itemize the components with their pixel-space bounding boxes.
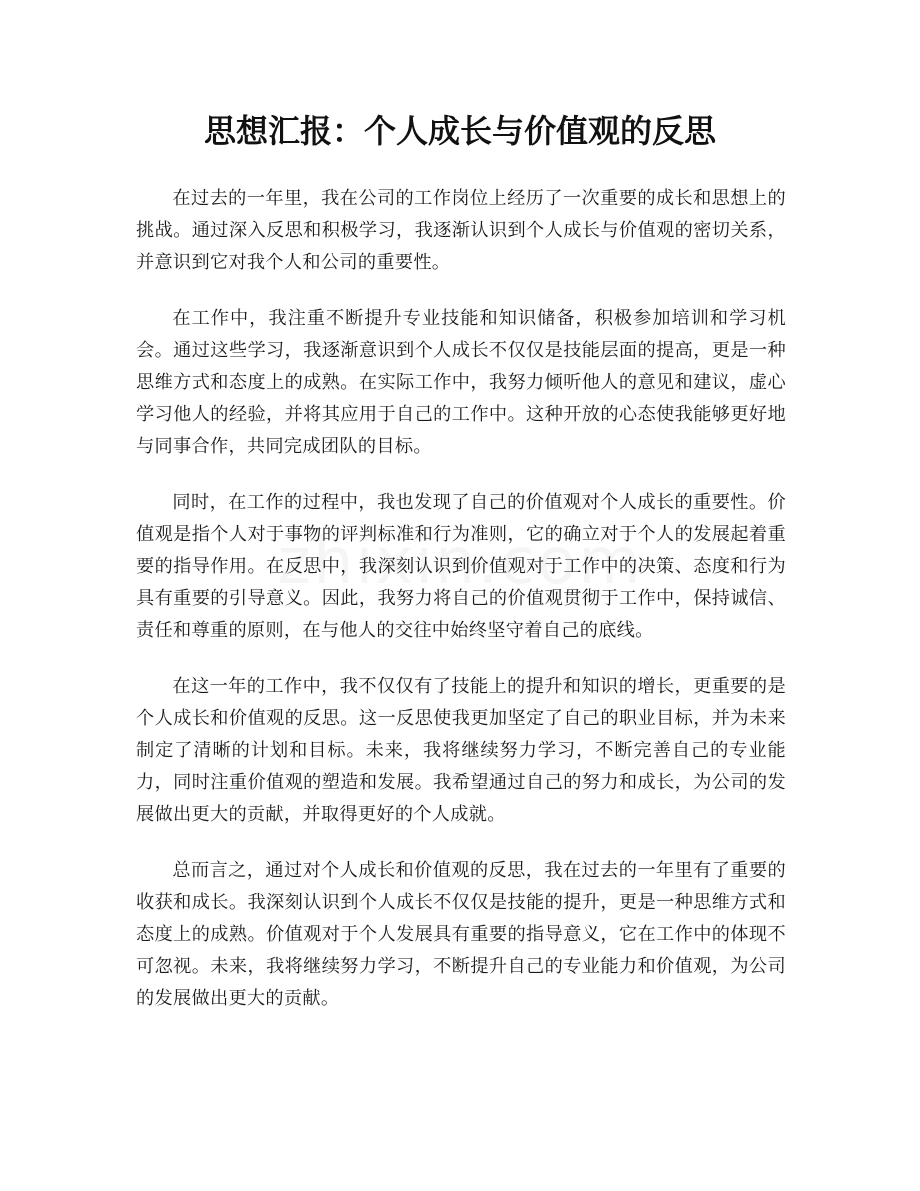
paragraph-4: 在这一年的工作中，我不仅仅有了技能上的提升和知识的增长，更重要的是个人成长和价值观的反思。这一反思使我更加坚定了自己的职业目标，并为未来制定了清晰的计划和目标。未来，我将继续努力学习，不断完善自己的专业能力，同时注重价值观的塑造和发展。我希望通过自己的努力和成长，为公司的发展做出更大的贡献，并取得更好的个人成就。 (136, 676, 786, 825)
document-body (136, 183, 786, 1039)
paragraph-3: 同时，在工作的过程中，我也发现了自己的价值观对个人成长的重要性。价值观是指个人对于事物的评判标准和行为准则，它的确立对于个人的发展起着重要的指导作用。在反思中，我深刻认识到价值观对于工作中的决策、态度和行为具有重要的引导意义。因此，我努力将自己的价值观贯彻于工作中，保持诚信、责任和尊重的原则，在与他人的交往中始终坚守着自己的底线。 (136, 492, 786, 641)
paragraph-1: 在过去的一年里，我在公司的工作岗位上经历了一次重要的成长和思想上的挑战。通过深入反思和积极学习，我逐渐认识到个人成长与价值观的密切关系，并意识到它对我个人和公司的重要性。 (136, 188, 786, 273)
paragraph-2: 在工作中，我注重不断提升专业技能和知识储备，积极参加培训和学习机会。通过这些学习，我逐渐意识到个人成长不仅仅是技能层面的提高，更是一种思维方式和态度上的成熟。在实际工作中，我努力倾听他人的意见和建议，虚心学习他人的经验，并将其应用于自己的工作中。这种开放的心态使我能够更好地与同事合作，共同完成团队的目标。 (136, 308, 786, 457)
paragraph-5: 总而言之，通过对个人成长和价值观的反思，我在过去的一年里有了重要的收获和成长。我深刻认识到个人成长不仅仅是技能的提升，更是一种思维方式和态度上的成熟。价值观对于个人发展具有重要的指导意义，它在工作中的体现不可忽视。未来，我将继续努力学习，不断提升自己的专业能力和价值观，为公司的发展做出更大的贡献。 (136, 860, 786, 1009)
document-title: 思想汇报：个人成长与价值观的反思 (203, 112, 716, 150)
